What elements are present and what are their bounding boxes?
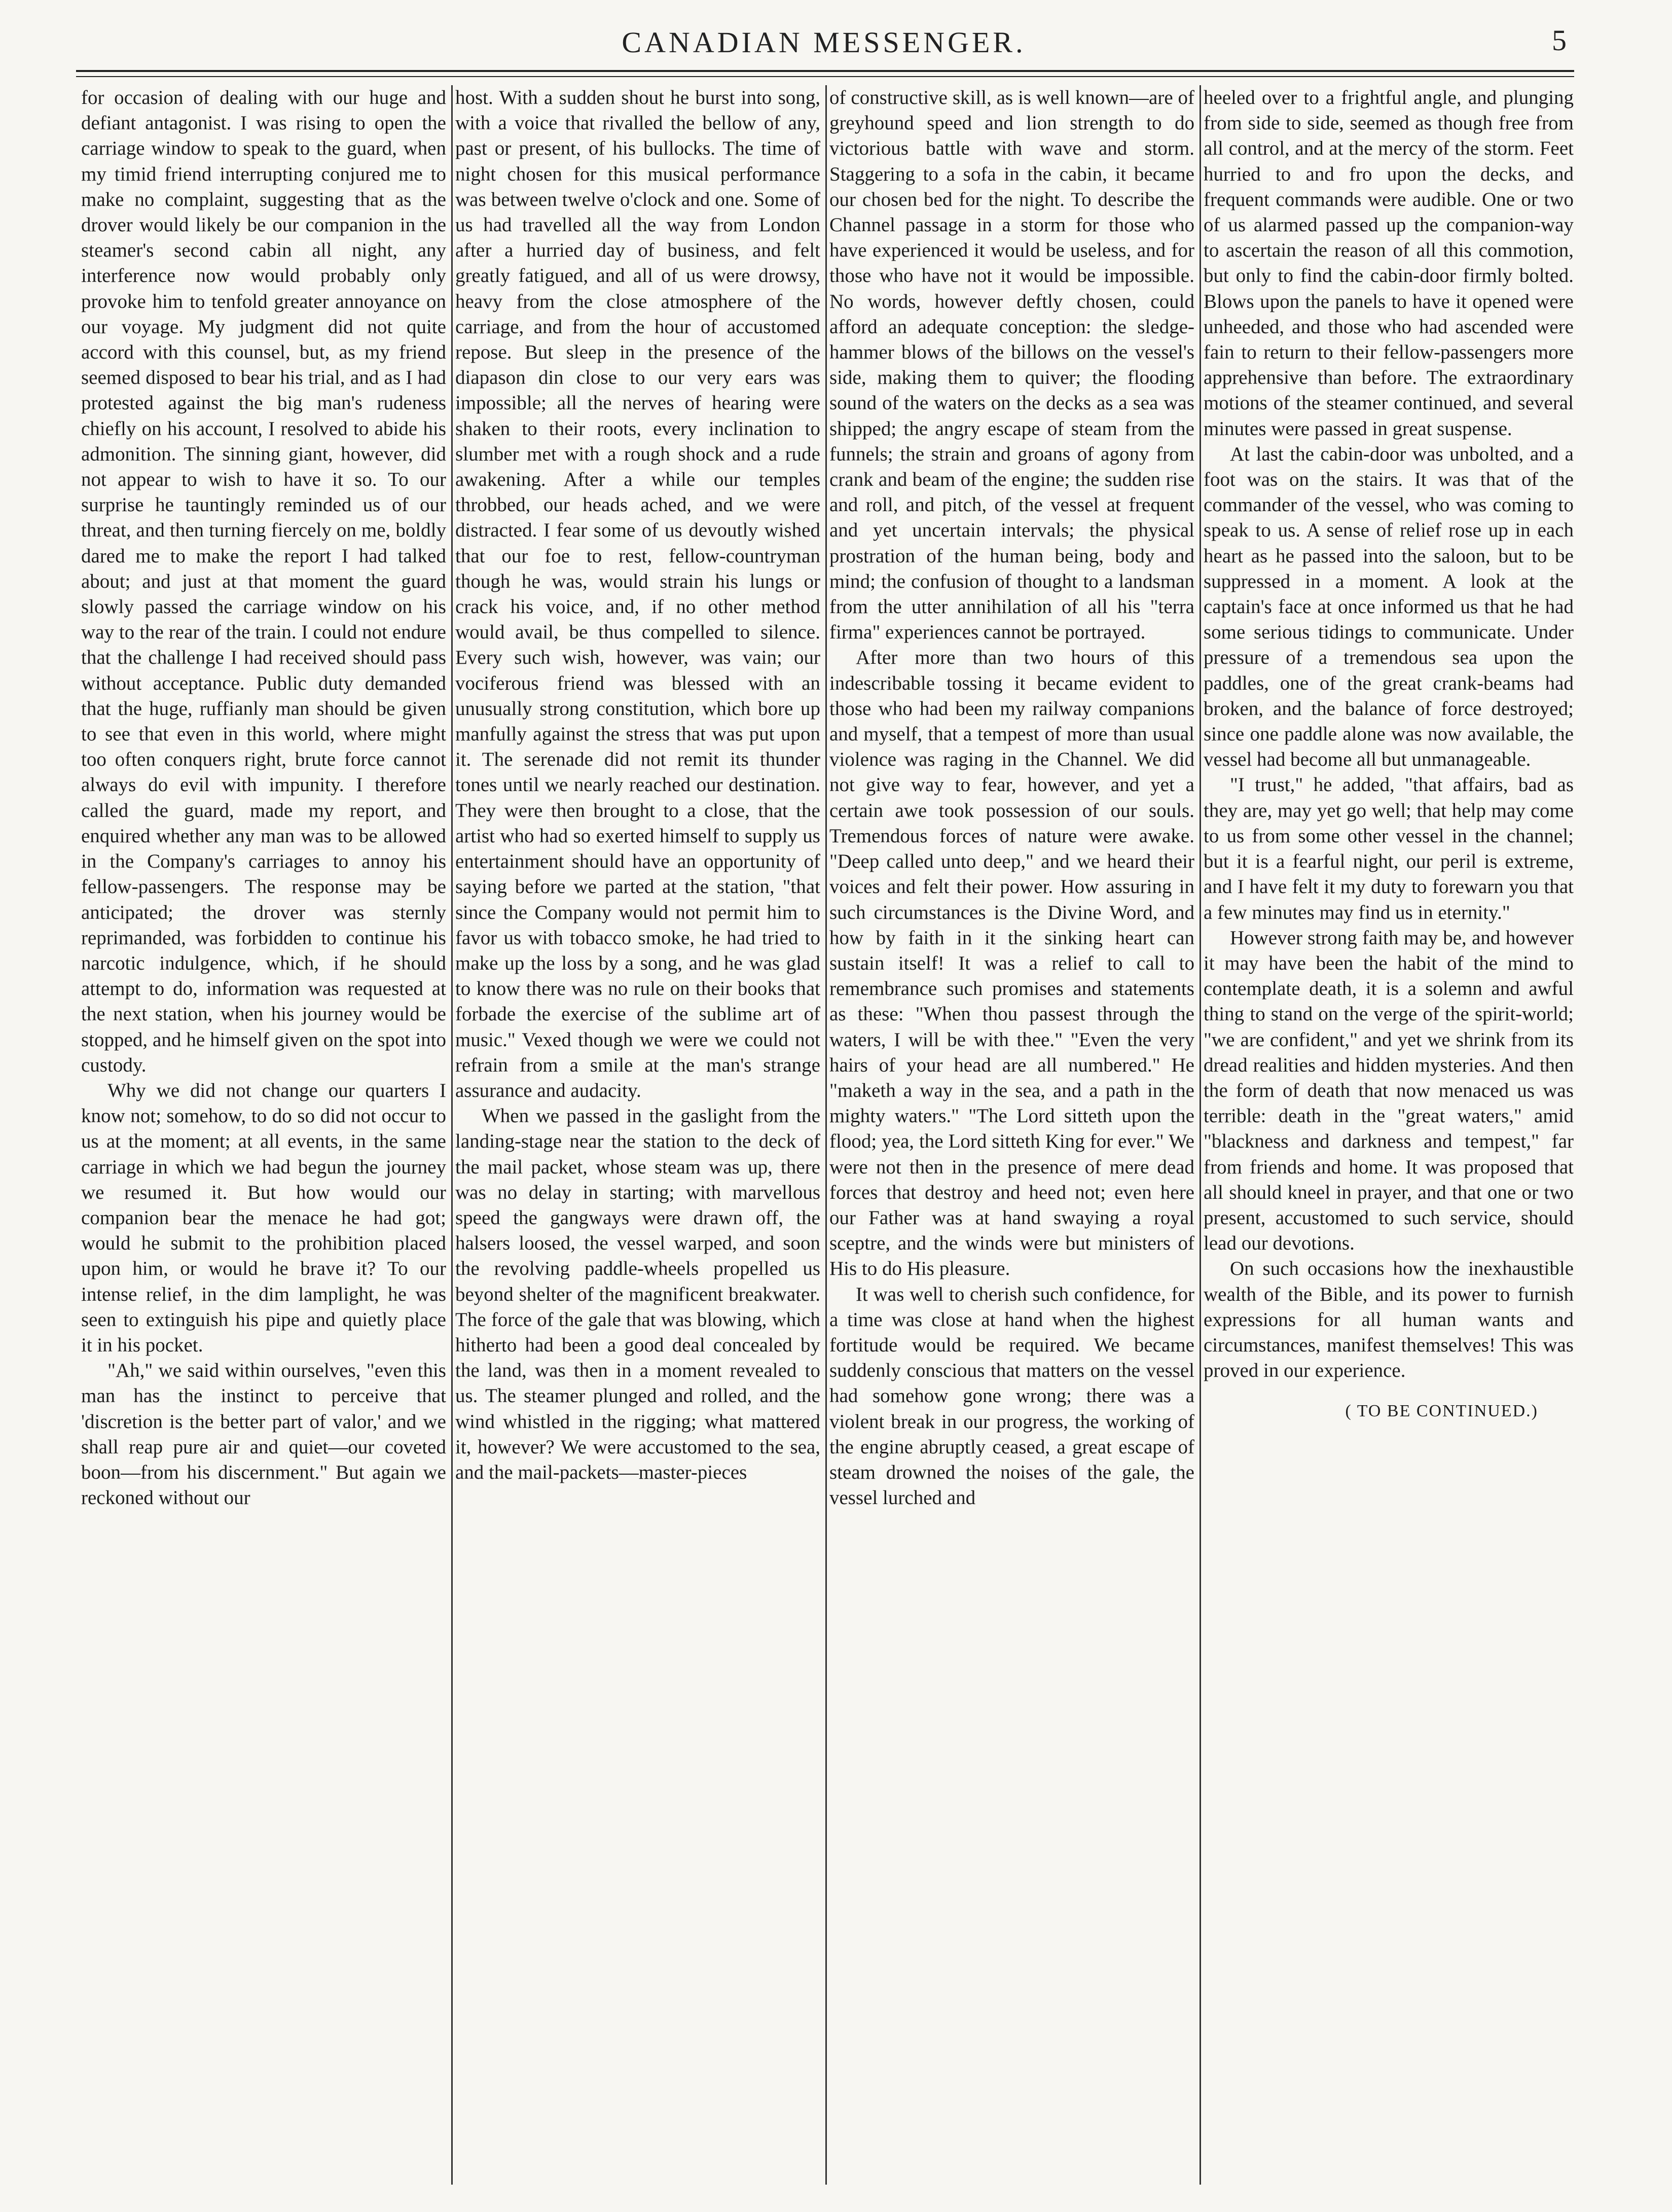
page-number: 5 (1552, 24, 1567, 57)
paragraph: It was well to cherish such confidence, for a time was close at hand when the highest fortitude would be required. We became suddenly conscious that matters on the vessel had somehow gone wrong; there was a violent break in our progress, the working of the engine abruptly ceased, a great escape of steam drowned the noises of the gale, the vessel lurched and (829, 1283, 1194, 1509)
paragraph: At last the cabin-door was unbolted, and a foot was on the stairs. It was that of the commander of the vessel, who was coming to speak to us. A sense of relief rose up in each heart as he passed into the saloon, but to be suppressed in a moment. A look at the captain's face at once informed us that he had some serious tidings to communicate. Under pressure of a tremendous sea upon the paddles, one of the great crank-beams had broken, and the balance of force destroyed; since one paddle alone was now available, the vessel had become all but unmanageable. (1204, 443, 1574, 771)
masthead (76, 20, 1572, 76)
paragraph: "I trust," he added, "that affairs, bad as they are, may yet go well; that help may come to us from some other vessel in the channel; but it is a fearful night, our peril is extreme, and I have felt it my duty to forewarn you that a few minutes may find us in eternity." (1204, 774, 1574, 923)
text-column-4 (1204, 85, 1574, 2190)
paragraph: However strong faith may be, and however it may have been the habit of the mind to contemplate death, it is a solemn and awful thing to stand on the verge of the spirit-world; "we are confident," and yet we shrink from its dread realities and hidden mysteries. And then the form of death that now menaced us was terrible: death in the "great waters," amid "blackness and darkness and tempest," far from friends and home. It was proposed that all should kneel in prayer, and that one or two present, accustomed to such service, should lead our devotions. (1204, 926, 1574, 1255)
continued-note: ( TO BE CONTINUED.) (1345, 1402, 1538, 1421)
paragraph: "Ah," we said within ourselves, "even this man has the instinct to perceive that 'discretion is the better part of valor,' and we shall reap pure air and quiet—our coveted boon—from his discernment." But again we reckoned without our (81, 1360, 446, 1509)
paragraph: After more than two hours of this indescribable tossing it became evident to those who had been my railway companions and myself, that a tempest of more than usual violence was raging in the Channel. We did not give way to fear, however, and yet a certain awe took possession of our souls. Tremendous forces of nature were awake. "Deep called unto deep," and we heard their voices and felt their power. How assuring in such circumstances is the Divine Word, and how by faith in it the sinking heart can sustain itself! It was a relief to call to remembrance such promises and statements as these: "When thou passest through the waters, I will be with thee." "Even the very hairs of your head are all numbered." He "maketh a way in the sea, and a path in the mighty waters." "The Lord sitteth upon the flood; yea, the Lord sitteth King for ever." We were not then in the presence of mere dead forces that destroy and heed not; even here our Father was at hand swaying a royal sceptre, and the winds were but ministers of His to do His pleasure. (829, 647, 1194, 1280)
paragraph: On such occasions how the inexhaustible wealth of the Bible, and its power to furnish expressions for all human wants and circumstances, manifest themselves! This was proved in our experience. (1204, 1258, 1574, 1382)
article-body (76, 85, 1577, 2190)
paragraph: host. With a sudden shout he burst into song, with a voice that rivalled the bellow of any, past or present, of his bullocks. The time of night chosen for this musical performance was between twelve o'clock and one. Some of us had travelled all the way from London after a hurried day of business, and felt greatly fatigued, and all of us were drowsy, heavy from the close atmosphere of the carriage, and from the hour of accustomed repose. But sleep in the presence of the diapason din close to our very ears was impossible; all the nerves of hearing were shaken to their roots, every inclination to slumber met with a rough shock and a rude awakening. After a while our temples throbbed, our heads ached, and we were distracted. I fear some of us devoutly wished that our foe to rest, fellow-countryman though he was, would strain his lungs or crack his voice, and, if no other method would avail, be thus compelled to silence. Every such wish, however, was vain; our vociferous friend was blessed with an unusually strong constitution, which bore up manfully against the stress that was put upon it. The serenade did not remit its thunder tones until we nearly reached our destination. They were then brought to a close, that the artist who had so exerted himself to supply us entertainment should have an opportunity of saying before we parted at the station, "that since the Company would not permit him to favor us with tobacco smoke, he had tried to make up the loss by a song, and he was glad to know there was no rule on their books that forbade the exercise of the sublime art of music." Vexed though we were we could not refrain from a smile at the man's strange assurance and audacity. (455, 87, 820, 1101)
paragraph: Why we did not change our quarters I know not; somehow, to do so did not occur to us at the moment; at all events, in the same carriage in which we had begun the journey we resumed it. But how would our companion bear the menace he had got; would he submit to the prohibition placed upon him, or would he brave it? To our intense relief, in the dim lamplight, he was seen to extinguish his pipe and quietly place it in his pocket. (81, 1079, 446, 1356)
paragraph: When we passed in the gaslight from the landing-stage near the station to the deck of the mail packet, whose steam was up, there was no delay in starting; with marvellous speed the gangways were drawn off, the halsers loosed, the vessel warped, and soon the revolving paddle-wheels propelled us beyond shelter of the magnificent breakwater. The force of the gale that was blowing, which hitherto had been a good deal concealed by the land, was then in a moment revealed to us. The steamer plunged and rolled, and the wind whistled in the rigging; what mattered it, however? We were accustomed to the sea, and the mail-packets—master-pieces (455, 1105, 820, 1483)
text-column-3 (829, 85, 1194, 2190)
header-rule (76, 70, 1574, 72)
paragraph: heeled over to a frightful angle, and plunging from side to side, seemed as though free from all control, and at the mercy of the storm. Feet hurried to and fro upon the decks, and frequent commands were audible. One or two of us alarmed passed up the companion-way to ascertain the reason of all this commotion, but only to find the cabin-door firmly bolted. Blows upon the panels to have it opened were unheeded, and those who had ascended were fain to return to their fellow-passengers more apprehensive than before. The extraordinary motions of the steamer continued, and several minutes were passed in great suspense. (1204, 87, 1574, 440)
text-column-2 (455, 85, 820, 2190)
paragraph: of constructive skill, as is well known—are of greyhound speed and lion strength to do victorious battle with wave and storm. Staggering to a sofa in the cabin, it became our chosen bed for the night. To describe the Channel passage in a storm for those who have experienced it would be useless, and for those who have not it would be impossible. No words, however deftly chosen, could afford an adequate conception: the sledge-hammer blows of the billows on the vessel's side, making them to quiver; the flooding sound of the waters on the decks as a sea was shipped; the angry escape of steam from the funnels; the strain and groans of agony from crank and beam of the engine; the sudden rise and roll, and pitch, of the vessel at frequent and yet uncertain intervals; the physical prostration of the human being, body and mind; the confusion of thought to a landsman from the utter annihilation of all his "terra firma" experiences cannot be portrayed. (829, 87, 1194, 644)
text-column-1 (81, 85, 446, 2190)
paragraph: for occasion of dealing with our huge and defiant antagonist. I was rising to open the carriage window to speak to the guard, when my timid friend interrupting conjured me to make no complaint, suggesting that as the drover would likely be our companion in the steamer's second cabin all night, any interference now would probably only provoke him to tenfold greater annoyance on our voyage. My judgment did not quite accord with this counsel, but, as my friend seemed disposed to bear his trial, and as I had protested against the big man's rudeness chiefly on his account, I resolved to abide his admonition. The sinning giant, however, did not appear to wish to have it so. To our surprise he tauntingly reminded us of our threat, and then turning fiercely on me, boldly dared me to make the report I had talked about; and just at that moment the guard slowly passed the carriage window on his way to the rear of the train. I could not endure that the challenge I had received should pass without acceptance. Public duty demanded that the huge, ruffianly man should be given to see that even in this world, where might too often conquers right, brute force cannot always do evil with impunity. I therefore called the guard, made my report, and enquired whether any man was to be allowed in the Company's carriages to annoy his fellow-passengers. The response may be anticipated; the drover was sternly reprimanded, was forbidden to continue his narcotic indulgence, which, if he should attempt to do, information was requested at the next station, when his journey would be stopped, and he himself given on the spot into custody. (81, 87, 446, 1076)
publication-title: CANADIAN MESSENGER. (622, 26, 1026, 59)
header-rule-thin (76, 76, 1574, 77)
